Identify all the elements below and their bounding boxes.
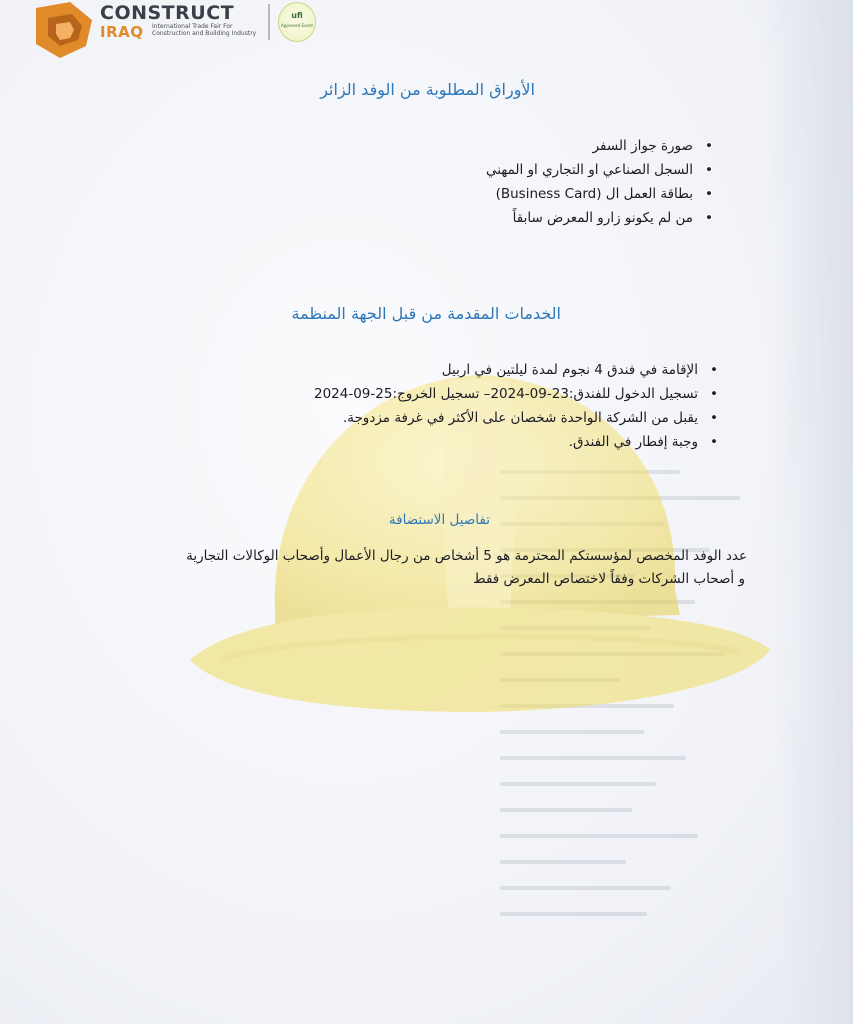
- bullet-icon: •: [710, 434, 718, 450]
- list-item: [486, 206, 713, 230]
- hosting-line-2: و أصحاب الشركات وفقاً لاختصاص المعرض فقط: [473, 571, 745, 587]
- bullet-icon: •: [705, 162, 713, 178]
- visitor-docs-list: [486, 134, 713, 230]
- brand-title: CONSTRUCT: [100, 2, 235, 24]
- construct-iraq-logo-icon: [30, 0, 102, 62]
- list-item-text: تسجيل الدخول للفندق:23-09-2024– تسجيل الخروج:25-09-2024: [313, 386, 698, 402]
- header-divider: [268, 4, 270, 40]
- list-item: [314, 382, 718, 406]
- list-item-text: من لم يكونو زارو المعرض سابقاً: [512, 210, 693, 226]
- list-item: [314, 430, 718, 454]
- list-item-text: السجل الصناعي او التجاري او المهني: [486, 162, 693, 178]
- list-item-text: يقبل من الشركة الواحدة شخصان على الأكثر في غرفة مزدوجة.: [342, 410, 698, 426]
- ufi-badge-subtitle: Approved Event: [281, 23, 313, 28]
- list-item-text: صورة جواز السفر: [592, 138, 693, 154]
- list-item-text: الإقامة في فندق 4 نجوم لمدة ليلتين في اربيل: [441, 362, 698, 378]
- hosting-heading: تفاصيل الاستضافة: [388, 512, 490, 528]
- brand-description: International Trade Fair For Construction and Building Industry: [152, 23, 257, 37]
- services-list: [314, 358, 718, 454]
- services-heading: الخدمات المقدمة من قبل الجهة المنظمة: [291, 304, 561, 323]
- ufi-badge: [278, 2, 316, 42]
- visitor-docs-heading: الأوراق المطلوبة من الوفد الزائر: [320, 80, 535, 99]
- bullet-icon: •: [705, 210, 713, 226]
- bullet-icon: •: [710, 410, 718, 426]
- bullet-icon: •: [710, 362, 718, 378]
- bullet-icon: •: [705, 186, 713, 202]
- bullet-icon: •: [710, 386, 718, 402]
- bullet-icon: •: [705, 138, 713, 154]
- list-item: [486, 182, 713, 206]
- list-item-text: بطاقة العمل ال (Business Card): [495, 186, 693, 202]
- list-item: [486, 134, 713, 158]
- list-item-text: وجبة إفطار في الفندق.: [568, 434, 698, 450]
- list-item: [314, 358, 718, 382]
- list-item: [314, 406, 718, 430]
- list-item: [486, 158, 713, 182]
- hosting-line-1: عدد الوفد المخصص لمؤسستكم المحترمة هو 5 أشخاص من رجال الأعمال وأصحاب الوكالات التجارية: [186, 548, 747, 564]
- ufi-badge-title: ufi: [291, 11, 303, 20]
- brand-subtitle: IRAQ: [100, 23, 144, 41]
